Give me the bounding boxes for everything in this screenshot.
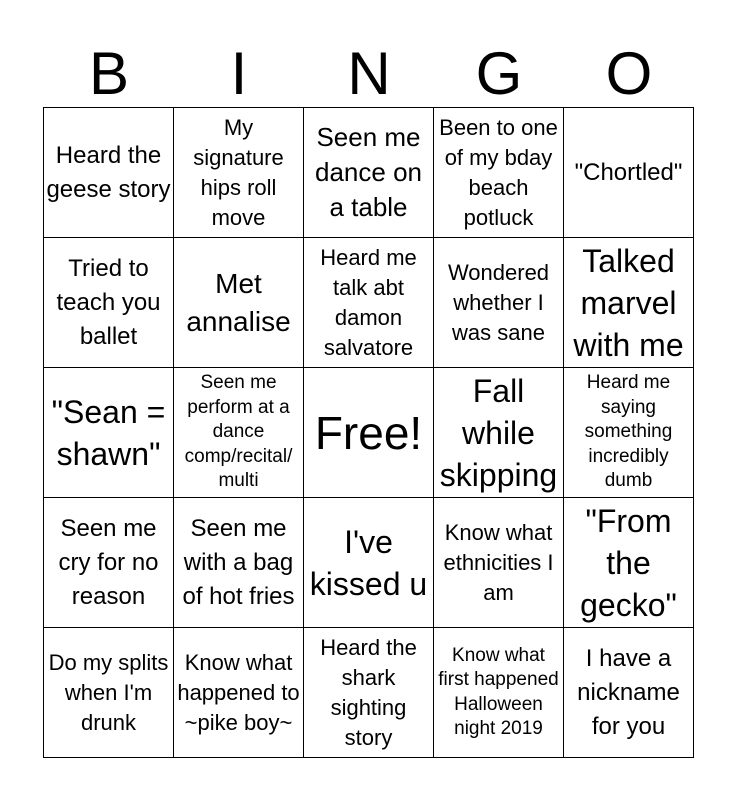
cell-text: Know what happened to ~pike boy~ [177,649,300,735]
bingo-cell[interactable] [304,238,434,368]
cell-text: "Sean = shawn" [51,393,166,472]
cell-text: I've kissed u [309,523,428,602]
cell-text: Heard the geese story [46,141,171,203]
cell-text: "From the gecko" [580,502,677,623]
bingo-cell[interactable] [44,368,174,498]
cell-text: Been to one of my bday beach potluck [439,114,558,230]
bingo-board [43,107,694,758]
cell-text: Heard the shark sighting story [320,634,417,750]
bingo-cell[interactable] [304,498,434,628]
cell-text: Fall while skipping [439,372,558,493]
bingo-cell[interactable] [564,368,694,498]
cell-text: Seen me perform at a dance comp/recital/ multi [184,372,293,492]
cell-text: Wondered whether I was sane [447,259,550,345]
bingo-cell[interactable] [564,108,694,238]
bingo-cell[interactable] [44,628,174,758]
header-letter-g: G [475,40,523,107]
cell-text: My signature hips roll move [193,114,284,230]
bingo-cell[interactable] [434,368,564,498]
bingo-cell[interactable] [44,498,174,628]
bingo-cell[interactable] [564,498,694,628]
bingo-cell[interactable] [174,108,304,238]
bingo-cell[interactable] [174,628,304,758]
free-space-text: Free! [314,406,423,459]
header-letter-o: O [605,40,653,107]
bingo-cell[interactable] [434,108,564,238]
cell-text: Know what ethnicities I am [443,519,554,605]
cell-text: Heard me talk abt damon salvatore [320,244,417,360]
cell-text: Met annalise [186,267,291,337]
cell-text: Tried to teach you ballet [56,254,161,350]
cell-text: Do my splits when I'm drunk [48,649,169,735]
bingo-header [44,40,694,108]
bingo-cell[interactable] [434,238,564,368]
cell-text: I have a nickname for you [577,644,680,740]
bingo-cell[interactable] [44,238,174,368]
bingo-cell[interactable] [434,628,564,758]
bingo-cell[interactable] [174,498,304,628]
cell-text: "Chortled" [574,158,683,186]
free-space-cell[interactable] [304,368,434,498]
cell-text: Seen me cry for no reason [58,514,159,610]
bingo-cell[interactable] [174,368,304,498]
header-letter-i: I [230,40,248,107]
cell-text: Know what first happened Halloween night 2019 [438,644,559,739]
bingo-cell[interactable] [174,238,304,368]
cell-text: Talked marvel with me [573,242,684,363]
bingo-cell[interactable] [304,628,434,758]
cell-text: Seen me with a bag of hot fries [182,514,295,610]
header-letter-b: B [88,40,130,107]
bingo-cell[interactable] [304,108,434,238]
bingo-cell[interactable] [44,108,174,238]
bingo-cell[interactable] [564,628,694,758]
cell-text: Heard me saying something incredibly dumb [584,372,673,492]
header-letter-n: N [347,40,391,107]
bingo-cell[interactable] [434,498,564,628]
bingo-cell[interactable] [564,238,694,368]
cell-text: Seen me dance on a table [315,122,422,222]
